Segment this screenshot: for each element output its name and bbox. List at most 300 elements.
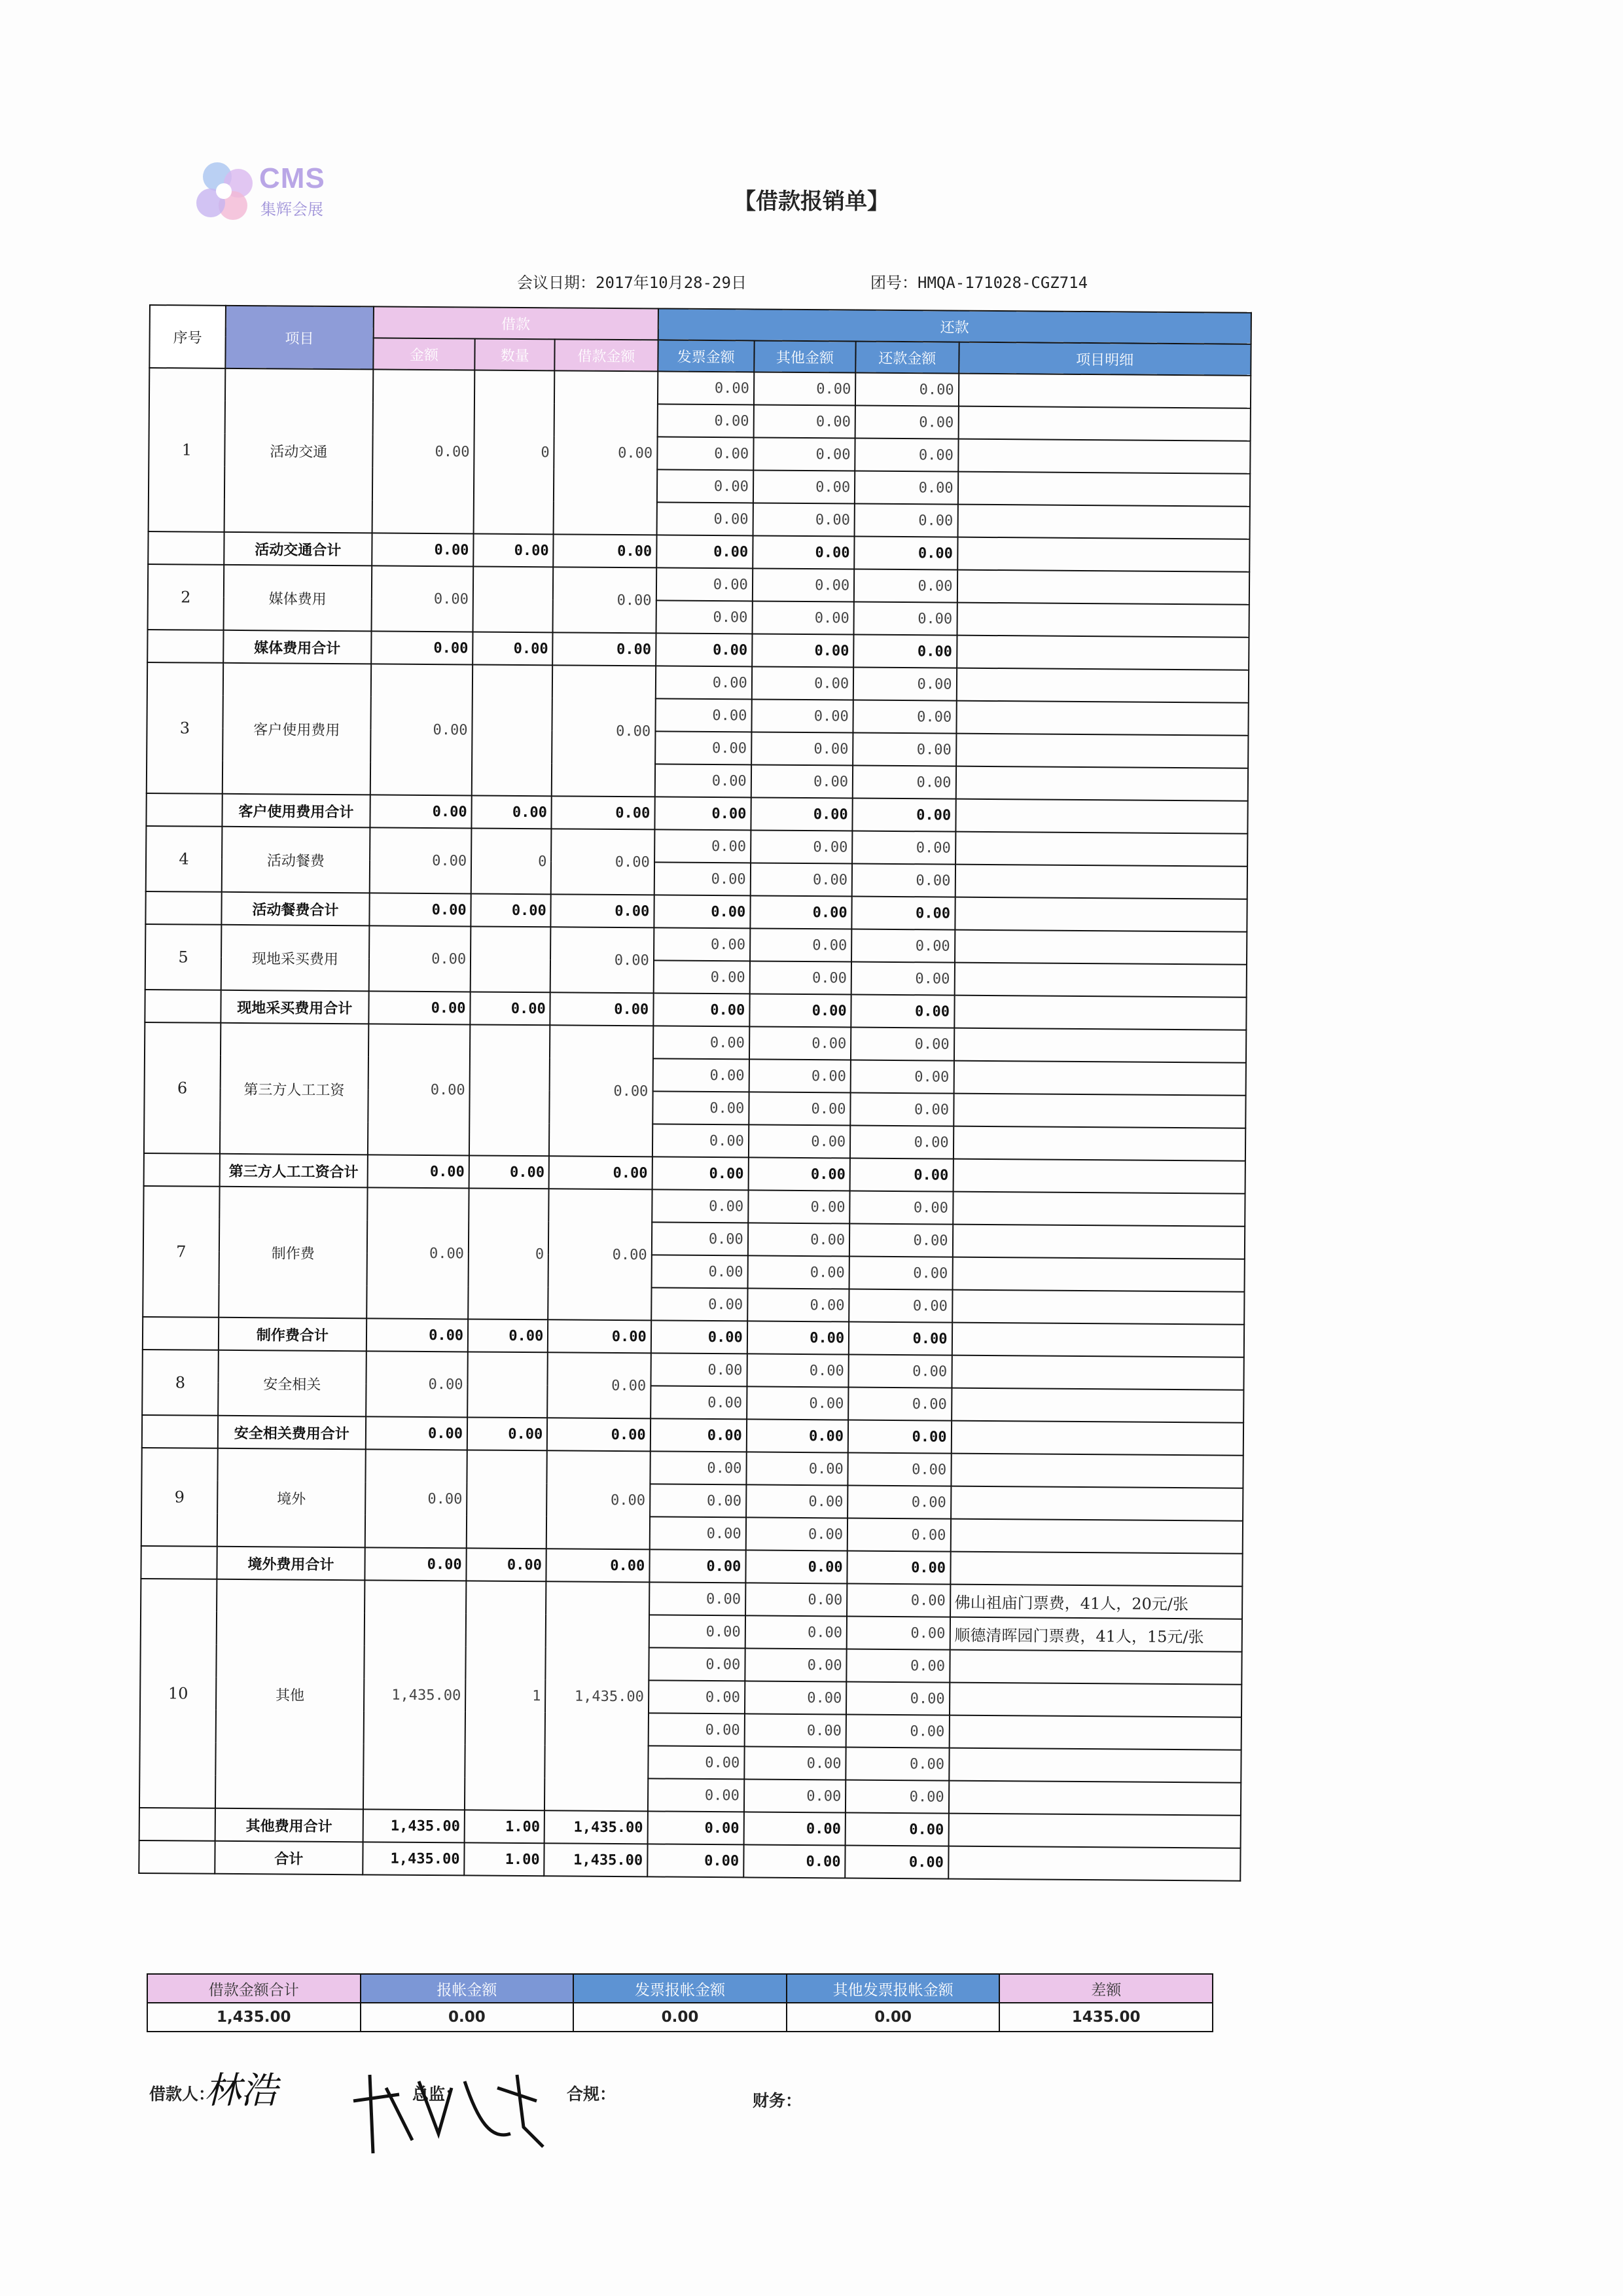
row-other: 0.00: [751, 764, 853, 798]
subtotal-value: 0.00: [647, 1811, 743, 1844]
row-return: 0.00: [850, 1093, 954, 1126]
row-invoice: 0.00: [649, 1582, 745, 1615]
row-return: 0.00: [849, 1191, 953, 1225]
row-detail: [952, 1388, 1244, 1423]
subtotal-value: 0.00: [371, 631, 473, 664]
row-return: 0.00: [846, 1681, 950, 1715]
header-repay: 还款: [658, 308, 1251, 344]
header-return: 还款金额: [855, 342, 959, 374]
reimbursement-table: [138, 304, 1252, 1882]
row-other: 0.00: [745, 1648, 847, 1681]
row-invoice: 0.00: [651, 1386, 747, 1419]
summary-value: 1,435.00: [147, 2003, 361, 2032]
subtotal-value: 0.00: [470, 992, 550, 1025]
subtotal-value: 1,435.00: [363, 1809, 465, 1842]
row-qty: [469, 1024, 550, 1156]
summary-header: 报帐金额: [361, 1974, 574, 2003]
subtotal-value: 0.00: [366, 1318, 469, 1352]
row-seq: 1: [149, 368, 226, 532]
row-invoice: 0.00: [655, 764, 751, 797]
row-amount: 0.00: [369, 827, 471, 893]
subtotal-label: 其他费用合计: [215, 1808, 363, 1842]
row-seq: 2: [148, 564, 224, 630]
row-invoice: 0.00: [649, 1516, 745, 1550]
row-invoice: 0.00: [656, 502, 753, 535]
row-return: 0.00: [855, 471, 958, 505]
subtotal-value: 1,435.00: [544, 1810, 648, 1844]
row-detail: 顺德清晖园门票费，41人，15元/张: [950, 1617, 1242, 1652]
subtotal-detail: [953, 1159, 1245, 1194]
row-total: 1,435.00: [544, 1581, 649, 1811]
row-other: 0.00: [753, 404, 855, 438]
borrower-signature: 林浩: [204, 2070, 277, 2112]
subtotal-value: 0.00: [367, 1155, 469, 1188]
row-seq: 9: [141, 1448, 218, 1547]
table-row: [143, 1186, 1245, 1227]
subtotal-value: 0.00: [743, 1812, 846, 1845]
row-invoice: 0.00: [657, 404, 753, 437]
row-detail: [952, 1290, 1245, 1325]
row-other: 0.00: [749, 961, 851, 994]
row-other: 0.00: [744, 1713, 846, 1747]
total-value: 0.00: [845, 1845, 948, 1878]
subtotal-detail: [951, 1421, 1243, 1456]
row-return: 0.00: [846, 1714, 950, 1748]
row-other: 0.00: [751, 699, 853, 732]
row-other: 0.00: [747, 1386, 849, 1420]
row-other: 0.00: [753, 503, 855, 536]
row-return: 0.00: [855, 406, 959, 439]
subtotal-value: 1.00: [465, 1810, 545, 1843]
row-return: 0.00: [849, 1289, 952, 1323]
row-return: 0.00: [853, 700, 957, 734]
subtotal-value: 0.00: [749, 994, 851, 1027]
subtotal-value: 0.00: [851, 995, 954, 1028]
row-return: 0.00: [847, 1518, 951, 1551]
row-detail: [954, 1028, 1247, 1063]
row-qty: [472, 664, 553, 796]
row-return: 0.00: [852, 831, 955, 865]
total-blank: [139, 1840, 215, 1874]
manager-label: 总监：: [412, 2085, 462, 2104]
row-invoice: 0.00: [652, 1058, 749, 1092]
group-number: 团号：HMQA-171028-CGZ714: [870, 274, 1088, 292]
row-invoice: 0.00: [651, 1255, 747, 1288]
subtotal-label: 活动交通合计: [224, 532, 372, 566]
row-seq: 5: [145, 924, 222, 990]
summary-value: 0.00: [573, 2003, 787, 2032]
row-detail: [958, 439, 1251, 474]
row-other: 0.00: [752, 666, 854, 700]
row-return: 0.00: [851, 1060, 954, 1094]
row-seq: 3: [147, 662, 223, 794]
total-value: 0.00: [647, 1844, 743, 1877]
subtotal-value: 0.00: [652, 1157, 748, 1190]
row-detail: [957, 505, 1250, 539]
header-qty: 数量: [474, 338, 555, 370]
row-return: 0.00: [849, 1257, 953, 1290]
subtotal-value: 0.00: [850, 1158, 954, 1192]
row-return: 0.00: [846, 1649, 950, 1682]
row-detail: [957, 570, 1249, 605]
subtotal-blank: [144, 1153, 220, 1187]
row-invoice: 0.00: [652, 1189, 748, 1223]
subtotal-value: 0.00: [467, 1417, 548, 1450]
row-other: 0.00: [751, 830, 853, 863]
row-detail: [958, 374, 1251, 408]
row-other: 0.00: [747, 1255, 849, 1289]
subtotal-value: 0.00: [370, 795, 472, 828]
row-seq: 7: [143, 1186, 219, 1318]
subtotal-value: 0.00: [654, 797, 751, 830]
subtotal-detail: [955, 799, 1248, 834]
row-return: 0.00: [855, 504, 958, 537]
subtotal-detail: [950, 1552, 1243, 1587]
row-other: 0.00: [744, 1746, 846, 1780]
row-other: 0.00: [754, 372, 856, 405]
row-other: 0.00: [753, 568, 855, 601]
subtotal-value: 0.00: [852, 897, 955, 930]
row-invoice: 0.00: [655, 731, 751, 764]
row-total: 0.00: [552, 665, 656, 797]
subtotal-value: 0.00: [473, 533, 554, 567]
row-seq: 4: [146, 826, 223, 892]
row-other: 0.00: [748, 1190, 850, 1223]
subtotal-blank: [146, 793, 222, 827]
subtotal-blank: [143, 1317, 219, 1350]
table-row: [145, 1022, 1246, 1063]
row-item: 安全相关: [218, 1350, 366, 1417]
subtotal-value: 0.00: [846, 1812, 949, 1846]
table-row: [141, 1579, 1242, 1619]
row-total: 0.00: [546, 1450, 650, 1549]
table-row: [143, 1350, 1244, 1390]
row-other: 0.00: [747, 1288, 849, 1321]
subtotal-detail: [948, 1814, 1241, 1848]
subtotal-label: 媒体费用合计: [223, 630, 371, 664]
row-qty: 0: [474, 370, 555, 534]
row-return: 0.00: [853, 766, 956, 799]
summary-header: 借款金额合计: [147, 1974, 361, 2003]
row-other: 0.00: [745, 1615, 847, 1649]
row-amount: 0.00: [370, 664, 473, 795]
subtotal-value: 0.00: [748, 1157, 850, 1191]
subtotal-value: 0.00: [656, 633, 752, 666]
row-invoice: 0.00: [655, 698, 751, 732]
subtotal-blank: [148, 531, 224, 565]
row-return: 0.00: [855, 373, 959, 406]
row-invoice: 0.00: [649, 1615, 745, 1648]
row-detail: [951, 1454, 1243, 1488]
subtotal-label: 客户使用费用合计: [222, 794, 370, 828]
row-other: 0.00: [746, 1517, 848, 1551]
row-invoice: 0.00: [651, 1353, 747, 1386]
subtotal-value: 0.00: [552, 632, 656, 666]
total-value: 0.00: [743, 1844, 846, 1878]
row-return: 0.00: [851, 1028, 954, 1061]
row-other: 0.00: [745, 1583, 847, 1616]
subtotal-blank: [139, 1808, 215, 1841]
row-detail: [956, 701, 1249, 736]
subtotal-value: 0.00: [466, 1548, 546, 1581]
row-invoice: 0.00: [650, 1484, 746, 1517]
row-item: 现地采买费用: [221, 925, 369, 992]
row-other: 0.00: [751, 863, 853, 896]
row-return: 0.00: [852, 864, 955, 897]
subtotal-value: 0.00: [469, 1155, 550, 1189]
row-qty: [467, 1450, 547, 1549]
row-invoice: 0.00: [648, 1746, 744, 1779]
row-detail: [957, 472, 1250, 507]
row-invoice: 0.00: [657, 469, 753, 503]
row-qty: [471, 926, 551, 992]
row-invoice: 0.00: [650, 1451, 746, 1484]
row-invoice: 0.00: [649, 1680, 745, 1713]
row-other: 0.00: [753, 470, 855, 503]
subtotal-value: 0.00: [468, 1319, 548, 1352]
subtotal-value: 0.00: [649, 1549, 745, 1583]
row-detail: 佛山祖庙门票费，41人，20元/张: [950, 1585, 1243, 1619]
row-total: 0.00: [550, 927, 654, 993]
row-return: 0.00: [847, 1485, 951, 1518]
row-return: 0.00: [847, 1616, 950, 1649]
row-return: 0.00: [849, 1355, 952, 1388]
row-detail: [956, 668, 1249, 703]
summary-header: 其他发票报帐金额: [787, 1974, 1000, 2003]
row-invoice: 0.00: [652, 1091, 749, 1124]
row-item: 制作费: [219, 1187, 367, 1319]
subtotal-detail: [957, 537, 1250, 572]
subtotal-blank: [145, 990, 221, 1023]
row-total: 0.00: [554, 370, 658, 535]
row-other: 0.00: [746, 1452, 848, 1485]
row-invoice: 0.00: [653, 1026, 749, 1059]
subtotal-value: 0.00: [549, 1156, 652, 1189]
row-amount: 0.00: [365, 1449, 467, 1548]
subtotal-value: 0.00: [554, 534, 657, 567]
row-other: 0.00: [744, 1779, 846, 1812]
subtotal-value: 0.00: [546, 1549, 650, 1582]
subtotal-value: 0.00: [471, 893, 551, 927]
subtotal-label: 境外费用合计: [217, 1547, 365, 1581]
subtotal-label: 安全相关费用合计: [218, 1416, 366, 1450]
manager-signature: [340, 2062, 550, 2160]
row-detail: [953, 1192, 1245, 1227]
row-invoice: 0.00: [657, 437, 753, 470]
row-qty: [473, 566, 554, 632]
row-item: 活动餐费: [222, 827, 370, 893]
row-return: 0.00: [854, 602, 957, 636]
row-other: 0.00: [747, 1354, 849, 1387]
header-detail: 项目明细: [959, 342, 1251, 376]
row-invoice: 0.00: [656, 567, 753, 601]
row-return: 0.00: [854, 569, 957, 603]
subtotal-value: 0.00: [654, 895, 750, 928]
logo-text: CMS: [259, 162, 325, 194]
row-other: 0.00: [748, 1223, 850, 1256]
row-qty: 0: [471, 828, 552, 894]
row-return: 0.00: [853, 668, 957, 701]
row-other: 0.00: [751, 732, 853, 765]
subtotal-value: 0.00: [651, 1320, 747, 1354]
row-seq: 10: [139, 1579, 217, 1808]
subtotal-value: 0.00: [550, 992, 654, 1026]
compliance-label: 合规：: [567, 2085, 616, 2104]
subtotal-blank: [145, 891, 221, 925]
subtotal-value: 0.00: [656, 535, 753, 568]
row-total: 0.00: [549, 1025, 653, 1157]
subtotal-value: 0.00: [853, 635, 957, 668]
row-item: 活动交通: [224, 368, 374, 533]
row-other: 0.00: [749, 1059, 851, 1092]
subtotal-value: 0.00: [368, 991, 471, 1024]
header-invoice: 发票金额: [658, 340, 754, 372]
row-return: 0.00: [851, 929, 955, 963]
subtotal-value: 0.00: [552, 796, 655, 829]
total-value: 1,435.00: [363, 1842, 465, 1875]
table-row: [149, 368, 1251, 408]
row-detail: [949, 1748, 1241, 1783]
row-detail: [955, 930, 1247, 965]
page-title: 【借款报销单】: [734, 188, 889, 215]
row-other: 0.00: [749, 1092, 851, 1125]
subtotal-blank: [147, 630, 223, 663]
row-total: 0.00: [553, 567, 656, 633]
subtotal-value: 0.00: [547, 1418, 651, 1451]
header-item: 项目: [225, 306, 373, 370]
subtotal-value: 0.00: [472, 795, 552, 829]
row-detail: [955, 766, 1248, 801]
row-amount: 0.00: [371, 565, 473, 632]
table-row: [146, 826, 1247, 867]
header-seq: 序号: [149, 305, 226, 368]
row-invoice: 0.00: [656, 600, 752, 634]
row-item: 客户使用费用: [223, 663, 371, 795]
row-amount: 0.00: [366, 1351, 468, 1417]
subtotal-value: 0.00: [751, 797, 853, 831]
row-qty: 1: [465, 1581, 546, 1810]
borrower-label: 借款人：: [149, 2085, 215, 2104]
header-amount: 金额: [373, 338, 475, 370]
header-loan-total: 借款金额: [555, 339, 658, 371]
total-value: 1,435.00: [544, 1843, 648, 1876]
row-item: 第三方人工工资: [220, 1023, 368, 1155]
subtotal-value: 0.00: [366, 1416, 468, 1450]
row-other: 0.00: [752, 601, 854, 634]
row-qty: [467, 1352, 548, 1418]
row-item: 媒体费用: [224, 565, 372, 632]
row-return: 0.00: [846, 1747, 949, 1780]
row-detail: [953, 1126, 1245, 1161]
row-item: 境外: [217, 1448, 366, 1548]
row-invoice: 0.00: [652, 1222, 748, 1255]
row-detail: [948, 1781, 1241, 1816]
row-return: 0.00: [850, 1126, 954, 1159]
subtotal-value: 0.00: [651, 1418, 747, 1452]
row-qty: 0: [468, 1188, 549, 1319]
subtotal-value: 0.00: [849, 1322, 952, 1355]
header-loan: 借款: [373, 306, 658, 340]
row-invoice: 0.00: [654, 927, 750, 961]
row-seq: 8: [142, 1350, 219, 1416]
row-amount: 1,435.00: [363, 1580, 467, 1810]
row-amount: 0.00: [366, 1187, 469, 1319]
header-other: 其他金额: [754, 340, 856, 372]
row-invoice: 0.00: [651, 1287, 747, 1321]
row-invoice: 0.00: [656, 666, 752, 699]
row-detail: [958, 406, 1251, 441]
subtotal-value: 0.00: [853, 798, 956, 832]
summary-value: 0.00: [787, 2003, 1000, 2032]
row-invoice: 0.00: [648, 1778, 744, 1812]
summary-value: 1435.00: [999, 2003, 1213, 2032]
row-detail: [956, 734, 1249, 768]
subtotal-value: 0.00: [747, 1321, 849, 1354]
logo-subtext: 集辉会展: [260, 200, 323, 219]
subtotal-label: 活动餐费合计: [221, 892, 369, 926]
row-detail: [954, 1061, 1246, 1096]
row-detail: [955, 865, 1247, 899]
row-detail: [957, 603, 1249, 637]
row-detail: [954, 1094, 1246, 1128]
subtotal-label: 制作费合计: [219, 1318, 366, 1352]
row-invoice: 0.00: [648, 1713, 744, 1746]
row-other: 0.00: [746, 1484, 848, 1518]
row-amount: 0.00: [368, 1024, 471, 1155]
row-other: 0.00: [749, 1026, 851, 1060]
row-invoice: 0.00: [653, 960, 749, 994]
meeting-date: 会议日期：2017年10月28-29日: [517, 274, 747, 292]
row-return: 0.00: [848, 1388, 952, 1421]
subtotal-value: 0.00: [365, 1547, 467, 1581]
row-other: 0.00: [750, 928, 852, 961]
table-row: [141, 1448, 1243, 1488]
subtotal-value: 0.00: [848, 1420, 952, 1453]
row-return: 0.00: [848, 1452, 952, 1486]
subtotal-value: 0.00: [847, 1551, 951, 1584]
subtotal-detail: [957, 636, 1249, 670]
row-detail: [951, 1486, 1243, 1521]
row-detail: [952, 1257, 1245, 1292]
row-detail: [952, 1355, 1244, 1390]
subtotal-value: 0.00: [753, 535, 855, 569]
subtotal-label: 第三方人工工资合计: [220, 1154, 368, 1188]
subtotal-value: 0.00: [548, 1319, 651, 1353]
subtotal-blank: [141, 1546, 217, 1579]
row-detail: [950, 1650, 1242, 1685]
row-invoice: 0.00: [658, 371, 754, 404]
subtotal-value: 0.00: [745, 1550, 847, 1583]
row-return: 0.00: [847, 1583, 950, 1617]
subtotal-detail: [954, 996, 1247, 1030]
summary-header: 差额: [999, 1974, 1213, 2003]
row-item: 其他: [215, 1579, 365, 1810]
row-invoice: 0.00: [654, 862, 750, 895]
row-detail: [950, 1683, 1242, 1717]
subtotal-value: 0.00: [750, 895, 852, 929]
row-other: 0.00: [753, 437, 855, 471]
subtotal-value: 0.00: [372, 533, 474, 566]
subtotal-blank: [142, 1415, 218, 1448]
subtotal-value: 0.00: [369, 893, 471, 926]
total-label: 合计: [215, 1841, 363, 1875]
row-other: 0.00: [745, 1681, 847, 1714]
row-return: 0.00: [846, 1780, 949, 1813]
total-value: 1.00: [464, 1842, 544, 1876]
table-row: [145, 924, 1247, 965]
subtotal-value: 0.00: [551, 894, 654, 927]
row-amount: 0.00: [372, 369, 474, 533]
